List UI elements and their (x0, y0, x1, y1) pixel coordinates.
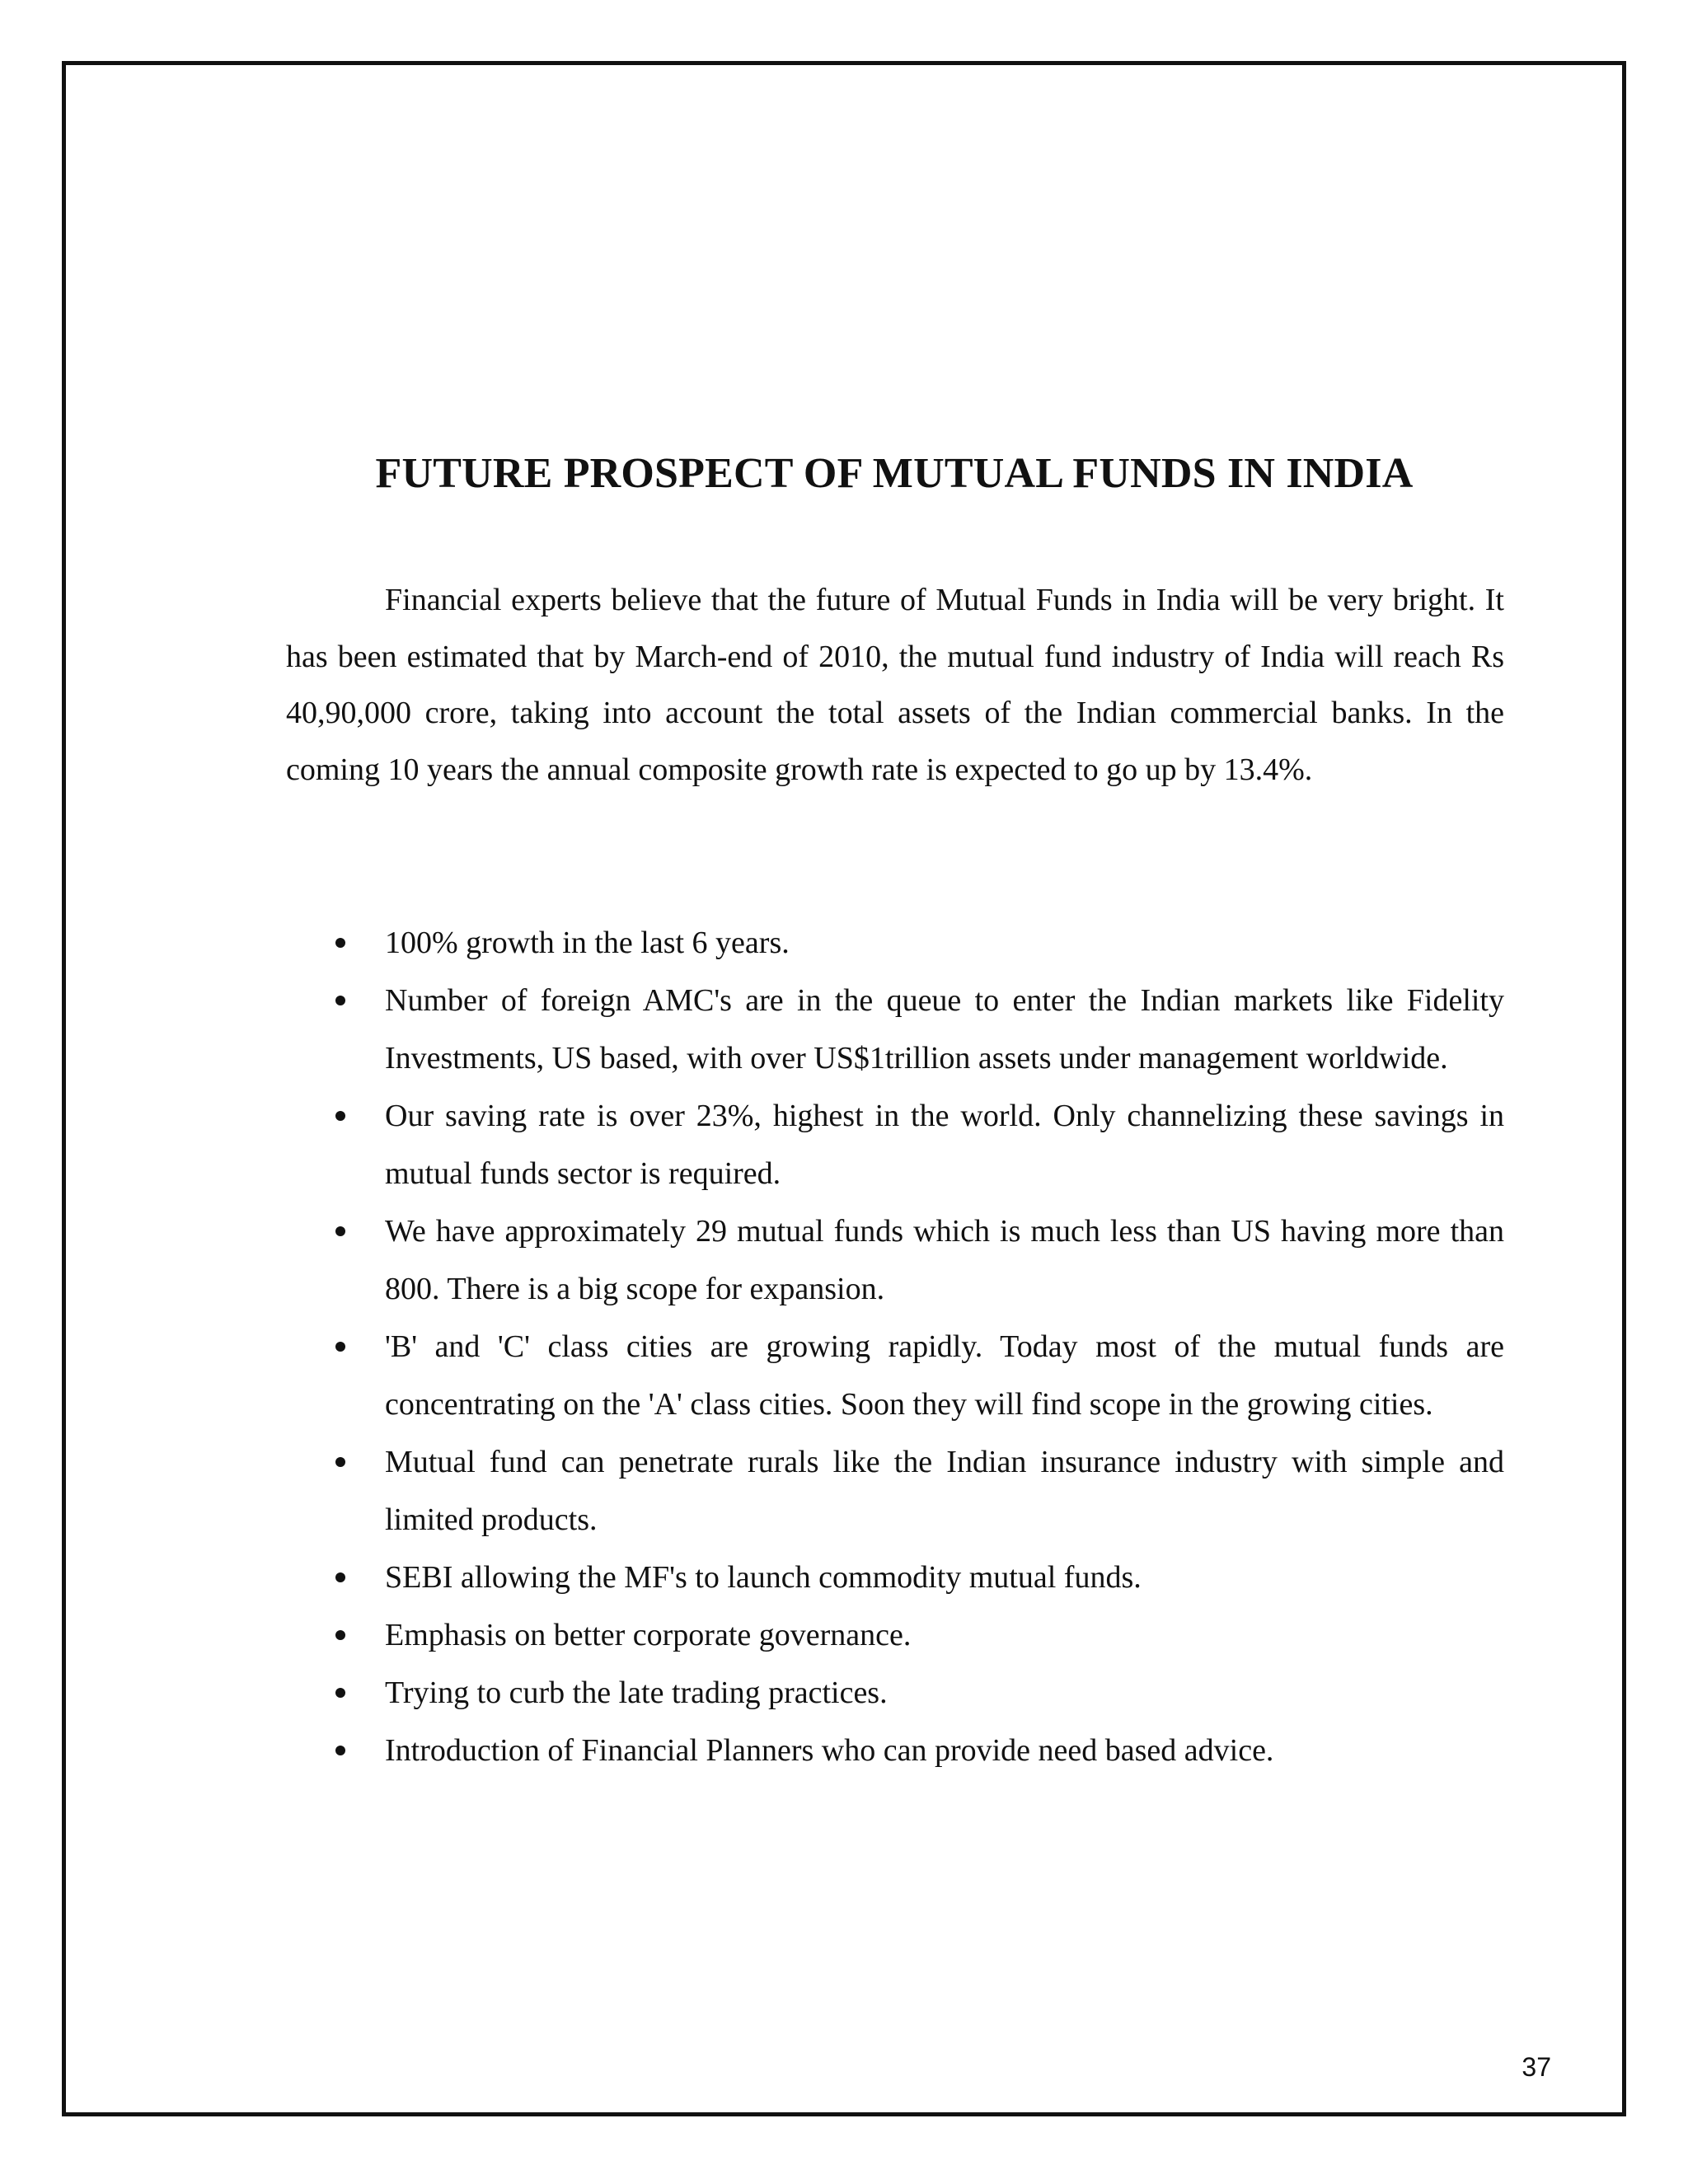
bullet-text: Introduction of Financial Planners who can provide need based advice. (385, 1733, 1274, 1768)
bullet-text: Emphasis on better corporate governance. (385, 1618, 912, 1652)
bullet-text: Trying to curb the late trading practices. (385, 1675, 888, 1710)
bullet-icon (335, 1457, 345, 1467)
page-title: FUTURE PROSPECT OF MUTUAL FUNDS IN INDIA (375, 450, 1414, 497)
bullet-text: Number of foreign AMC's are in the queue to enter the Indian markets like Fidelity Investments, US based, with over US$1trillion assets under management worldwide. (385, 983, 1504, 1076)
bullet-icon (335, 1630, 345, 1640)
bullet-icon (335, 1688, 345, 1698)
bullet-item (286, 1664, 1504, 1722)
bullet-text: Mutual fund can penetrate rurals like the Indian insurance industry with simple and limited products. (385, 1445, 1504, 1537)
intro-paragraph: Financial experts believe that the future of Mutual Funds in India will be very bright. It has been estimated that by March-end of 2010, the mutual fund industry of India will reach Rs 40,90,000 crore, taking into account the total assets of the Indian commercial banks. In the coming 10 years the annual composite growth rate is expected to go up by 13.4%. (286, 583, 1504, 787)
bullet-list (286, 914, 1504, 1779)
bullet-item (286, 1606, 1504, 1664)
bullet-item (286, 1087, 1504, 1202)
bullet-icon (335, 1342, 345, 1352)
bullet-item (286, 972, 1504, 1087)
bullet-item (286, 1722, 1504, 1779)
bullet-item (286, 1202, 1504, 1318)
bullet-item (286, 1318, 1504, 1433)
bullet-icon (335, 938, 345, 948)
bullet-icon (335, 1111, 345, 1121)
bullet-text: Our saving rate is over 23%, highest in the world. Only channelizing these savings in mutual funds sector is required. (385, 1099, 1504, 1191)
bullet-icon (335, 1226, 345, 1236)
bullet-text: 100% growth in the last 6 years. (385, 926, 790, 960)
bullet-item (286, 1433, 1504, 1549)
bullet-text: We have approximately 29 mutual funds which is much less than US having more than 800. There is a big scope for expansion. (385, 1214, 1504, 1306)
bullet-icon (335, 1746, 345, 1755)
bullet-icon (335, 1572, 345, 1582)
bullet-icon (335, 996, 345, 1005)
bullet-text: SEBI allowing the MF's to launch commodity mutual funds. (385, 1560, 1142, 1595)
bullet-item (286, 1549, 1504, 1606)
bullet-text: 'B' and 'C' class cities are growing rapidly. Today most of the mutual funds are concentrating on the 'A' class cities. Soon they will find scope in the growing cities. (385, 1329, 1504, 1422)
bullet-item (286, 914, 1504, 972)
page-number: 37 (1522, 2052, 1551, 2082)
